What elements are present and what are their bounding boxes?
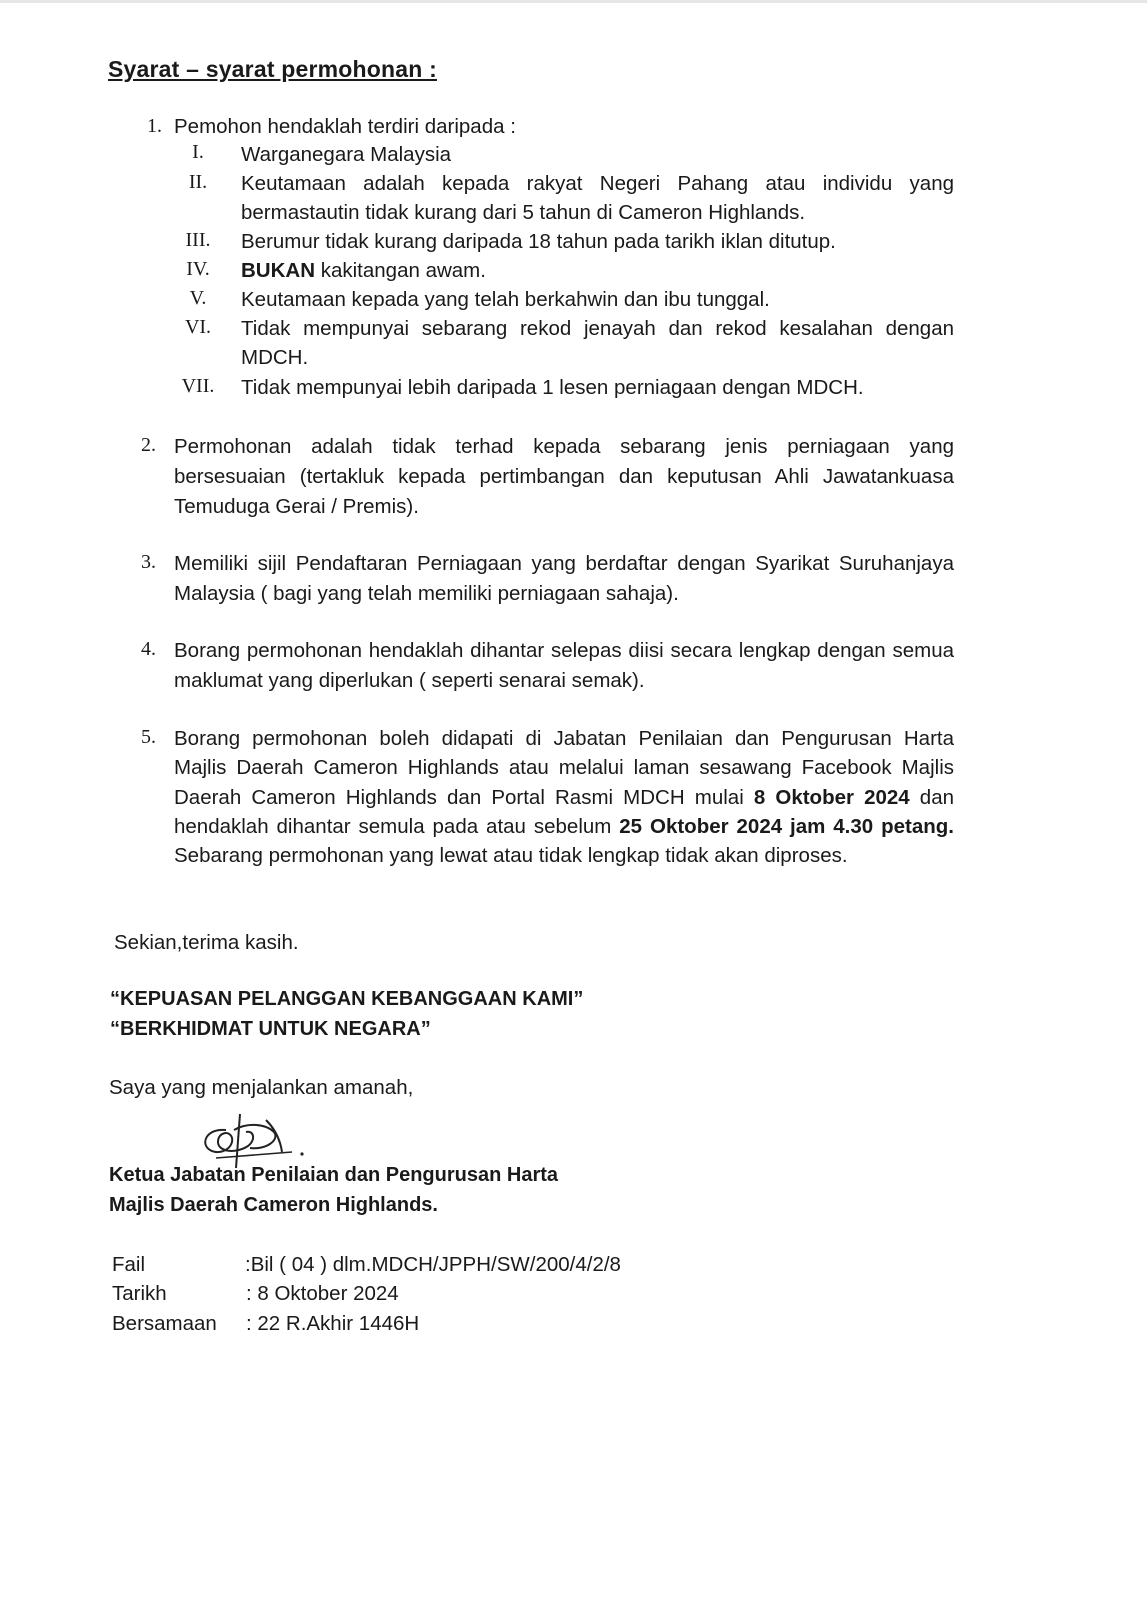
trust-text: Saya yang menjalankan amanah, <box>109 1076 414 1099</box>
item-number: 4. <box>141 638 156 660</box>
signatory-org: Majlis Daerah Cameron Highlands. <box>109 1194 438 1216</box>
sub-item-text: MDCH. <box>241 346 309 369</box>
sub-item-text: Berumur tidak kurang daripada 18 tahun pada tarikh iklan ditutup. <box>241 230 836 253</box>
item-1-intro: Pemohon hendaklah terdiri daripada : <box>174 115 516 138</box>
sub-number: IV. <box>186 258 210 280</box>
item-5-close-date: 25 Oktober 2024 jam 4.30 petang. <box>619 814 954 838</box>
section-heading: Syarat – syarat permohonan : <box>108 56 437 82</box>
sub-number: III. <box>185 229 211 251</box>
sub-item-text <box>241 256 486 286</box>
hijri-date-value: : 22 R.Akhir 1446H <box>246 1312 420 1335</box>
motto-line-1: “KEPUASAN PELANGGAN KEBANGGAAN KAMI” <box>110 988 584 1010</box>
item-3-text: Memiliki sijil Pendaftaran Perniagaan yang berdaftar dengan Syarikat Suruhanjaya Malaysia ( bagi yang telah memiliki perniagaan sahaja). <box>174 552 954 605</box>
sub-item-text: Tidak mempunyai lebih daripada 1 lesen perniagaan dengan MDCH. <box>241 376 864 399</box>
file-label: Fail <box>112 1253 146 1276</box>
item-number: 1. <box>147 115 162 137</box>
item-5-part: dan hendaklah dihantar semula pada atau sebelum <box>174 785 954 838</box>
sub-number: V. <box>189 287 207 309</box>
item-5-part: Sebarang permohonan yang lewat atau tidak lengkap tidak akan diproses. <box>174 844 848 868</box>
item-number: 2. <box>141 434 156 456</box>
page-top-border <box>0 0 1147 3</box>
item-number: 5. <box>141 726 156 748</box>
sub-number: I. <box>192 141 204 163</box>
item-2-text: Permohonan adalah tidak terhad kepada sebarang jenis perniagaan yang bersesuaian (tertakluk kepada pertimbangan dan keputusan Ahli Jawatankuasa Temuduga Gerai / Premis). <box>174 435 954 518</box>
emphasis-text: BUKAN <box>241 259 316 282</box>
date-value: : 8 Oktober 2024 <box>246 1282 399 1305</box>
sub-number: II. <box>188 171 208 193</box>
hijri-date-label: Bersamaan <box>112 1312 217 1335</box>
sub-item-text: bermastautin tidak kurang dari 5 tahun di Cameron Highlands. <box>241 201 806 224</box>
closing-text: Sekian,terima kasih. <box>114 931 299 954</box>
sub-number: VI. <box>184 316 212 338</box>
sub-item-rest: kakitangan awam. <box>315 259 486 282</box>
sub-item-text: Keutamaan adalah kepada rakyat Negeri Pahang atau individu yang <box>241 172 954 195</box>
item-5-open-date: 8 Oktober 2024 <box>753 785 910 809</box>
file-value: :Bil ( 04 ) dlm.MDCH/JPPH/SW/200/4/2/8 <box>245 1253 621 1276</box>
item-5-text <box>174 724 954 870</box>
signatory-title: Ketua Jabatan Penilaian dan Pengurusan Harta <box>109 1164 559 1186</box>
signature-image <box>196 1108 316 1172</box>
motto-line-2: “BERKHIDMAT UNTUK NEGARA” <box>110 1018 431 1040</box>
item-4-text: Borang permohonan hendaklah dihantar selepas diisi secara lengkap dengan semua maklumat yang diperlukan ( seperti senarai semak). <box>174 639 954 692</box>
sub-item-text: Keutamaan kepada yang telah berkahwin dan ibu tunggal. <box>241 288 770 311</box>
item-number: 3. <box>141 551 156 573</box>
sub-item-text: Tidak mempunyai sebarang rekod jenayah dan rekod kesalahan dengan <box>241 317 954 340</box>
date-label: Tarikh <box>112 1282 167 1305</box>
sub-number: VII. <box>181 375 215 397</box>
item-5-part: Borang permohonan boleh didapati di Jabatan Penilaian dan Pengurusan Harta Majlis Daerah Cameron Highlands atau melalui laman sesawang Facebook Majlis Daerah Cameron Highlands dan Portal Rasmi MDCH mulai <box>174 727 954 809</box>
sub-item-text: Warganegara Malaysia <box>241 143 452 166</box>
